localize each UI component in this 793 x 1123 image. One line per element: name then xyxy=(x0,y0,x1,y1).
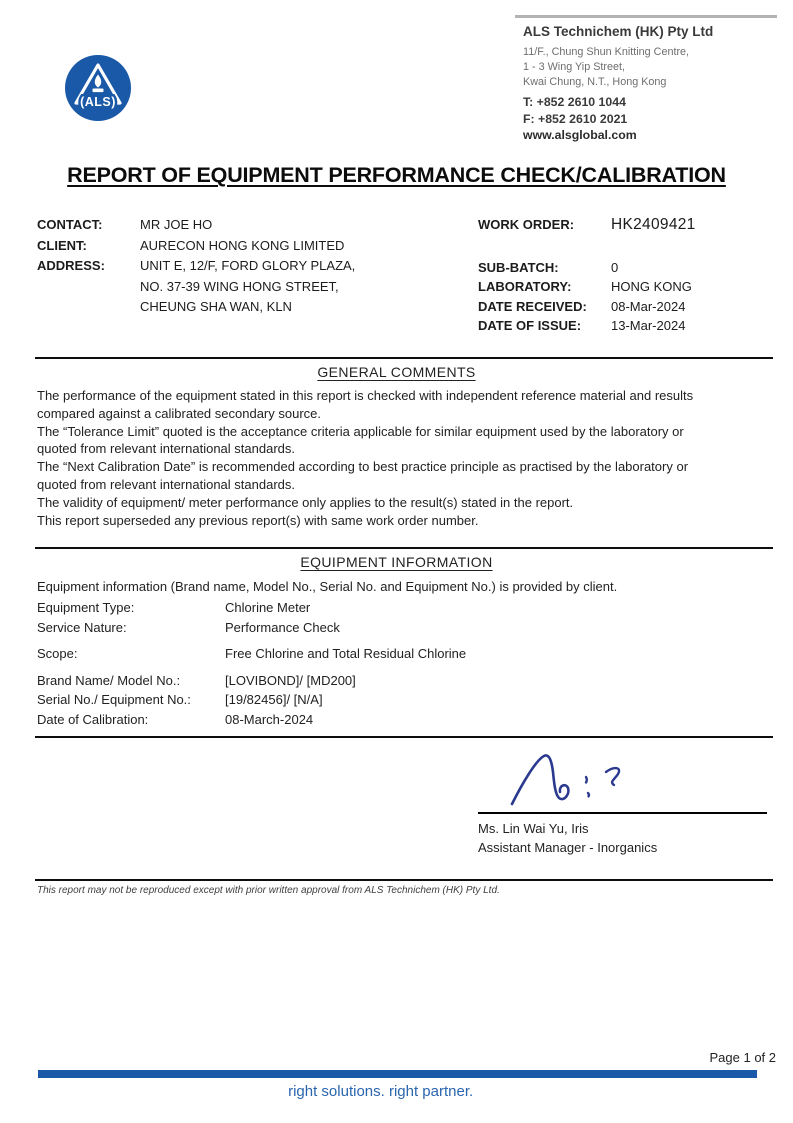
brand-model-label: Brand Name/ Model No.: xyxy=(37,672,181,688)
page-number: Page 1 of 2 xyxy=(709,1050,776,1065)
section-rule xyxy=(35,357,773,359)
general-comment: The “Tolerance Limit” quoted is the acceptance criteria applicable for similar equipment used by the laboratory or quoted from relevant international standards. xyxy=(37,423,684,457)
company-address-line-3: Kwai Chung, N.T., Hong Kong xyxy=(523,76,667,88)
company-block xyxy=(515,15,777,142)
date-received-value: 08-Mar-2024 xyxy=(611,298,686,314)
serial-value: [19/82456]/ [N/A] xyxy=(225,692,323,707)
signatory-name: Ms. Lin Wai Yu, Iris xyxy=(478,821,589,836)
laboratory-value: HONG KONG xyxy=(611,279,692,294)
report-title: REPORT OF EQUIPMENT PERFORMANCE CHECK/CALIBRATION xyxy=(67,163,726,187)
scope-value: Free Chlorine and Total Residual Chlorine xyxy=(225,646,467,661)
general-comment: The “Next Calibration Date” is recommended according to best practice principle as practised by the laboratory or quoted from relevant international standards. xyxy=(37,459,689,492)
calibration-date-value: 08-March-2024 xyxy=(225,711,314,727)
serial-label: Serial No./ Equipment No.: xyxy=(37,692,191,707)
brand-model-value: [LOVIBOND]/ [MD200] xyxy=(225,672,356,688)
als-logo-icon xyxy=(63,53,133,123)
equipment-row-service-nature xyxy=(37,618,757,638)
address-line-1: UNIT E, 12/F, FORD GLORY PLAZA, xyxy=(140,258,356,273)
equipment-type-value: Chlorine Meter xyxy=(225,600,311,615)
equipment-row-brand-model xyxy=(37,671,757,691)
equipment-row-scope xyxy=(37,644,757,664)
general-comment: This report superseded any previous report(s) with same work order number. xyxy=(37,512,479,528)
general-comments-body xyxy=(37,387,705,529)
address-label: ADDRESS: xyxy=(37,258,105,273)
company-name: ALS Technichem (HK) Pty Ltd xyxy=(523,24,714,39)
company-address-line-2: 1 - 3 Wing Yip Street, xyxy=(523,61,626,73)
order-block xyxy=(478,215,696,336)
equipment-type-label: Equipment Type: xyxy=(37,600,135,615)
equipment-intro: Equipment information (Brand name, Model No., Serial No. and Equipment No.) is provided by client. xyxy=(37,579,618,594)
contact-block xyxy=(37,215,355,318)
work-order-label: WORK ORDER: xyxy=(478,217,575,232)
als-logo-text: (ALS) xyxy=(80,95,116,109)
contact-label: CONTACT: xyxy=(37,217,103,232)
equipment-row-calibration-date xyxy=(37,710,757,730)
equipment-information-body xyxy=(37,577,757,729)
footer-rule xyxy=(35,879,773,881)
client-label: CLIENT: xyxy=(37,237,87,253)
equipment-row-serial xyxy=(37,690,757,710)
work-order-value: HK2409421 xyxy=(611,216,696,233)
contact-value: MR JOE HO xyxy=(140,217,213,232)
general-comment: The performance of the equipment stated in this report is checked with independent reference material and results compared against a calibrated secondary source. xyxy=(37,388,694,421)
company-phone: T: +852 2610 1044 xyxy=(523,95,626,109)
company-address xyxy=(515,45,777,90)
client-value: AURECON HONG KONG LIMITED xyxy=(140,237,345,253)
section-rule xyxy=(35,736,773,738)
sub-batch-label: SUB-BATCH: xyxy=(478,259,559,275)
signature-line xyxy=(478,812,767,814)
scope-label: Scope: xyxy=(37,646,78,661)
service-nature-value: Performance Check xyxy=(225,619,340,635)
company-phones xyxy=(515,94,777,128)
date-of-issue-label: DATE OF ISSUE: xyxy=(478,318,582,333)
equipment-row-type xyxy=(37,598,757,618)
service-nature-label: Service Nature: xyxy=(37,619,127,635)
company-fax: F: +852 2610 2021 xyxy=(523,112,628,126)
general-comment: The validity of equipment/ meter performance only applies to the result(s) stated in the report. xyxy=(37,494,574,510)
general-comments-heading: GENERAL COMMENTS xyxy=(317,364,476,380)
address-line-3: CHEUNG SHA WAN, KLN xyxy=(140,299,292,314)
section-rule xyxy=(35,547,773,549)
signature-block xyxy=(478,748,767,857)
footer-bar xyxy=(38,1070,757,1078)
address-line-2: NO. 37-39 WING HONG STREET, xyxy=(140,278,339,294)
date-received-label: DATE RECEIVED: xyxy=(478,298,587,314)
signature-icon xyxy=(506,748,681,810)
sub-batch-value: 0 xyxy=(611,259,619,275)
tagline: right solutions. right partner. xyxy=(288,1083,474,1100)
als-logo xyxy=(63,53,133,128)
calibration-date-label: Date of Calibration: xyxy=(37,711,149,727)
laboratory-label: LABORATORY: xyxy=(478,279,572,294)
company-website: www.alsglobal.com xyxy=(523,128,637,142)
date-of-issue-value: 13-Mar-2024 xyxy=(611,318,686,333)
company-address-line-1: 11/F., Chung Shun Knitting Centre, xyxy=(523,46,690,58)
disclaimer: This report may not be reproduced except with prior written approval from ALS Technichem (HK) Pty Ltd. xyxy=(37,885,500,896)
signatory-title: Assistant Manager - Inorganics xyxy=(478,839,658,855)
equipment-information-heading: EQUIPMENT INFORMATION xyxy=(300,554,493,570)
